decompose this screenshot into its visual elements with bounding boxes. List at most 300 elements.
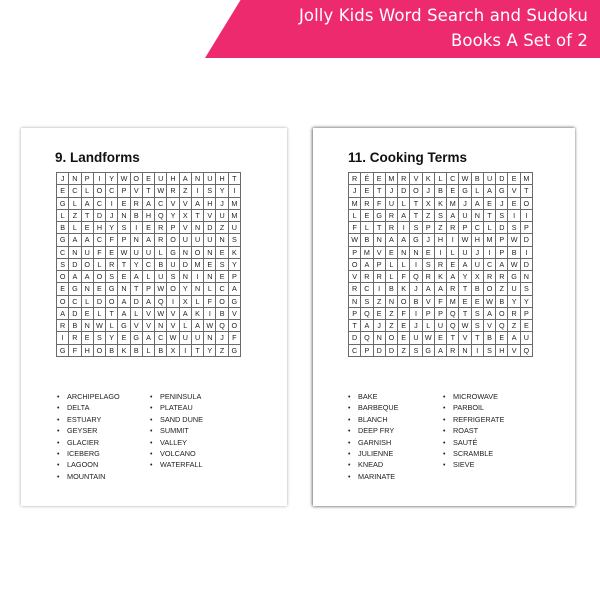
grid-cell: B — [130, 209, 142, 221]
grid-cell: E — [216, 271, 228, 283]
grid-row — [57, 320, 241, 332]
grid-cell: T — [410, 197, 422, 209]
grid-cell: E — [93, 283, 105, 295]
grid-cell: D — [520, 234, 532, 246]
grid-cell: B — [57, 222, 69, 234]
grid-cell: T — [459, 307, 471, 319]
grid-cell: B — [508, 246, 520, 258]
grid-cell: A — [69, 234, 81, 246]
grid-cell: C — [471, 222, 483, 234]
grid-cell: É — [361, 173, 373, 185]
grid-cell: Q — [496, 320, 508, 332]
grid-cell: T — [106, 307, 118, 319]
grid-row — [57, 258, 241, 270]
grid-cell: A — [81, 234, 93, 246]
grid-cell: H — [496, 344, 508, 356]
grid-cell: N — [191, 173, 203, 185]
grid-cell: O — [496, 307, 508, 319]
grid-cell: A — [496, 258, 508, 270]
grid-cell: R — [447, 344, 459, 356]
word-list-item: • PENINSULA — [150, 391, 243, 402]
grid-cell: U — [434, 320, 446, 332]
grid-cell: Y — [167, 209, 179, 221]
grid-cell: J — [422, 234, 434, 246]
grid-cell: L — [142, 271, 154, 283]
grid-cell: N — [410, 246, 422, 258]
grid-cell: I — [191, 185, 203, 197]
grid-cell: G — [459, 185, 471, 197]
grid-cell: N — [373, 332, 385, 344]
word-list-item: • GEYSER — [57, 425, 150, 436]
word-list — [348, 391, 538, 482]
word-list-item: • GLACIER — [57, 437, 150, 448]
grid-cell: R — [155, 222, 167, 234]
grid-cell: D — [520, 258, 532, 270]
grid-cell: W — [155, 283, 167, 295]
grid-cell: V — [179, 197, 191, 209]
grid-row — [57, 271, 241, 283]
grid-cell: W — [118, 246, 130, 258]
grid-cell: A — [142, 332, 154, 344]
word-list-item: • JULIENNE — [348, 448, 443, 459]
grid-cell: A — [191, 197, 203, 209]
grid-cell: K — [422, 173, 434, 185]
grid-cell: A — [434, 283, 446, 295]
grid-cell: D — [496, 222, 508, 234]
grid-cell: D — [496, 173, 508, 185]
grid-cell: V — [167, 320, 179, 332]
grid-row — [57, 185, 241, 197]
grid-cell: V — [179, 222, 191, 234]
grid-cell: E — [483, 197, 495, 209]
grid-cell: W — [459, 173, 471, 185]
grid-cell: T — [447, 332, 459, 344]
word-list-column — [348, 391, 443, 482]
word-list-item: • BARBEQUE — [348, 402, 443, 413]
grid-cell: R — [57, 320, 69, 332]
grid-cell: F — [398, 307, 410, 319]
grid-cell: S — [422, 258, 434, 270]
word-list-column — [57, 391, 150, 482]
grid-cell: H — [81, 344, 93, 356]
grid-cell: A — [130, 271, 142, 283]
grid-cell: L — [191, 295, 203, 307]
grid-cell: L — [69, 197, 81, 209]
grid-cell: M — [520, 173, 532, 185]
grid-cell: U — [155, 173, 167, 185]
grid-cell: E — [142, 173, 154, 185]
grid-cell: G — [106, 283, 118, 295]
grid-cell: X — [167, 344, 179, 356]
grid-cell: V — [349, 271, 361, 283]
grid-cell: S — [167, 271, 179, 283]
grid-cell: L — [57, 209, 69, 221]
grid-cell: P — [349, 246, 361, 258]
word-list-item: • BLANCH — [348, 414, 443, 425]
grid-cell: J — [471, 246, 483, 258]
grid-cell: J — [385, 185, 397, 197]
grid-cell: C — [483, 258, 495, 270]
grid-cell: S — [118, 222, 130, 234]
word-list-item: • MICROWAVE — [443, 391, 538, 402]
grid-cell: T — [130, 283, 142, 295]
grid-cell: N — [459, 344, 471, 356]
grid-cell: E — [118, 197, 130, 209]
grid-cell: X — [422, 197, 434, 209]
word-list-item: • PLATEAU — [150, 402, 243, 413]
grid-cell: T — [228, 173, 240, 185]
grid-cell: S — [57, 258, 69, 270]
grid-cell: P — [496, 246, 508, 258]
grid-cell: U — [167, 258, 179, 270]
grid-cell: G — [57, 344, 69, 356]
grid-cell: P — [520, 307, 532, 319]
grid-cell: E — [398, 320, 410, 332]
grid-cell: C — [216, 283, 228, 295]
grid-cell: N — [373, 234, 385, 246]
grid-cell: Y — [228, 258, 240, 270]
grid-cell: E — [106, 246, 118, 258]
grid-cell: L — [93, 307, 105, 319]
grid-cell: S — [204, 185, 216, 197]
grid-row — [349, 332, 533, 344]
grid-cell: A — [471, 197, 483, 209]
grid-cell: E — [373, 307, 385, 319]
grid-cell: N — [118, 209, 130, 221]
grid-cell: J — [410, 283, 422, 295]
grid-cell: J — [216, 197, 228, 209]
grid-row — [57, 209, 241, 221]
grid-cell: L — [81, 295, 93, 307]
grid-cell: V — [130, 185, 142, 197]
grid-cell: R — [496, 271, 508, 283]
grid-cell: N — [349, 295, 361, 307]
grid-cell: M — [385, 173, 397, 185]
grid-cell: A — [398, 209, 410, 221]
grid-cell: E — [471, 295, 483, 307]
grid-cell: F — [93, 246, 105, 258]
grid-cell: A — [118, 307, 130, 319]
grid-cell: D — [398, 185, 410, 197]
grid-cell: W — [155, 307, 167, 319]
grid-cell: B — [471, 283, 483, 295]
grid-cell: G — [69, 283, 81, 295]
grid-cell: V — [508, 185, 520, 197]
grid-cell: E — [459, 295, 471, 307]
grid-cell: V — [204, 209, 216, 221]
grid-row — [57, 197, 241, 209]
word-list-item: • GARNISH — [348, 437, 443, 448]
grid-row — [349, 258, 533, 270]
grid-cell: L — [447, 246, 459, 258]
grid-cell: V — [483, 320, 495, 332]
grid-cell: W — [508, 234, 520, 246]
grid-cell: Q — [361, 307, 373, 319]
grid-cell: G — [422, 344, 434, 356]
grid-cell: Y — [520, 295, 532, 307]
grid-row — [349, 185, 533, 197]
grid-cell: U — [191, 234, 203, 246]
grid-cell: T — [191, 344, 203, 356]
word-list-item: • WATERFALL — [150, 459, 243, 470]
grid-cell: W — [459, 320, 471, 332]
grid-cell: R — [422, 271, 434, 283]
grid-cell: D — [179, 258, 191, 270]
grid-cell: I — [57, 332, 69, 344]
grid-cell: H — [142, 209, 154, 221]
grid-cell: A — [179, 307, 191, 319]
grid-cell: A — [81, 271, 93, 283]
word-list — [57, 391, 243, 482]
grid-cell: Z — [69, 209, 81, 221]
grid-cell: Y — [106, 222, 118, 234]
grid-cell: U — [459, 246, 471, 258]
word-list-item: • SIEVE — [443, 459, 538, 470]
grid-cell: D — [130, 295, 142, 307]
word-list-item: • BAKE — [348, 391, 443, 402]
grid-cell: A — [447, 271, 459, 283]
grid-cell: G — [496, 185, 508, 197]
grid-cell: N — [155, 320, 167, 332]
grid-cell: E — [57, 283, 69, 295]
grid-cell: S — [471, 320, 483, 332]
grid-cell: O — [57, 295, 69, 307]
grid-cell: H — [471, 234, 483, 246]
grid-cell: A — [69, 271, 81, 283]
grid-cell: C — [106, 185, 118, 197]
grid-cell: I — [179, 344, 191, 356]
grid-cell: D — [349, 332, 361, 344]
grid-cell: W — [459, 234, 471, 246]
grid-cell: B — [130, 344, 142, 356]
grid-cell: U — [204, 234, 216, 246]
grid-cell: C — [361, 283, 373, 295]
grid-cell: L — [142, 344, 154, 356]
grid-cell: S — [410, 344, 422, 356]
grid-cell: W — [155, 185, 167, 197]
word-list-item: • MARINATE — [348, 471, 443, 482]
word-list-column — [150, 391, 243, 482]
grid-cell: B — [216, 307, 228, 319]
grid-cell: I — [471, 344, 483, 356]
grid-cell: T — [142, 185, 154, 197]
grid-cell: I — [520, 209, 532, 221]
grid-cell: A — [142, 234, 154, 246]
grid-cell: B — [385, 283, 397, 295]
grid-cell: N — [204, 271, 216, 283]
grid-cell: P — [142, 283, 154, 295]
grid-cell: R — [483, 271, 495, 283]
grid-cell: P — [496, 234, 508, 246]
grid-cell: B — [69, 320, 81, 332]
grid-cell: B — [155, 344, 167, 356]
grid-cell: N — [471, 209, 483, 221]
grid-cell: U — [459, 209, 471, 221]
grid-cell: C — [155, 197, 167, 209]
grid-cell: C — [57, 246, 69, 258]
grid-cell: S — [216, 258, 228, 270]
grid-cell: C — [447, 173, 459, 185]
grid-cell: S — [471, 307, 483, 319]
grid-cell: A — [385, 234, 397, 246]
grid-cell: L — [483, 222, 495, 234]
grid-cell: N — [179, 246, 191, 258]
grid-cell: D — [373, 344, 385, 356]
grid-cell: U — [204, 173, 216, 185]
grid-cell: F — [69, 344, 81, 356]
grid-cell: R — [349, 173, 361, 185]
grid-cell: B — [155, 258, 167, 270]
grid-cell: P — [434, 307, 446, 319]
grid-cell: V — [167, 197, 179, 209]
grid-cell: R — [373, 271, 385, 283]
grid-cell: I — [410, 307, 422, 319]
grid-cell: G — [57, 234, 69, 246]
grid-cell: S — [483, 344, 495, 356]
grid-cell: P — [520, 222, 532, 234]
grid-cell: J — [373, 320, 385, 332]
grid-cell: E — [385, 246, 397, 258]
grid-cell: J — [57, 173, 69, 185]
grid-cell: M — [349, 197, 361, 209]
grid-cell: F — [106, 234, 118, 246]
grid-cell: E — [81, 222, 93, 234]
grid-cell: R — [398, 173, 410, 185]
grid-cell: E — [142, 222, 154, 234]
grid-cell: A — [57, 307, 69, 319]
grid-cell: E — [520, 320, 532, 332]
grid-cell: Y — [204, 344, 216, 356]
grid-cell: C — [69, 295, 81, 307]
grid-cell: I — [398, 222, 410, 234]
grid-cell: A — [81, 197, 93, 209]
word-list-item: • SCRAMBLE — [443, 448, 538, 459]
grid-cell: V — [130, 320, 142, 332]
grid-cell: K — [434, 271, 446, 283]
grid-cell: Q — [410, 271, 422, 283]
grid-cell: H — [204, 197, 216, 209]
puzzle-title: 11. Cooking Terms — [348, 150, 468, 165]
grid-cell: D — [69, 307, 81, 319]
grid-cell: T — [373, 222, 385, 234]
word-list-item: • DEEP FRY — [348, 425, 443, 436]
grid-row — [349, 234, 533, 246]
grid-cell: I — [483, 246, 495, 258]
grid-row — [349, 246, 533, 258]
grid-cell: J — [410, 320, 422, 332]
grid-cell: I — [130, 222, 142, 234]
grid-cell: D — [69, 258, 81, 270]
grid-cell: O — [106, 295, 118, 307]
grid-cell: F — [373, 197, 385, 209]
word-list-item: • REFRIGERATE — [443, 414, 538, 425]
grid-cell: O — [228, 320, 240, 332]
grid-cell: T — [373, 185, 385, 197]
grid-cell: E — [216, 246, 228, 258]
grid-cell: L — [361, 222, 373, 234]
grid-cell: J — [459, 197, 471, 209]
grid-cell: G — [228, 344, 240, 356]
grid-cell: V — [410, 173, 422, 185]
grid-cell: T — [191, 209, 203, 221]
word-list-item: • ROAST — [443, 425, 538, 436]
grid-cell: A — [142, 295, 154, 307]
grid-cell: A — [434, 344, 446, 356]
word-list-item: • SUMMIT — [150, 425, 243, 436]
grid-row — [57, 234, 241, 246]
grid-cell: S — [508, 222, 520, 234]
grid-cell: N — [216, 234, 228, 246]
word-list-item: • PARBOIL — [443, 402, 538, 413]
grid-cell: X — [179, 295, 191, 307]
grid-cell: A — [191, 320, 203, 332]
grid-cell: O — [385, 332, 397, 344]
grid-row — [57, 283, 241, 295]
word-list-item: • MOUNTAIN — [57, 471, 150, 482]
grid-cell: U — [228, 222, 240, 234]
grid-cell: L — [398, 258, 410, 270]
grid-cell: O — [93, 271, 105, 283]
grid-cell: Y — [106, 173, 118, 185]
grid-cell: O — [130, 173, 142, 185]
letter-grid — [348, 172, 533, 357]
grid-cell: U — [142, 246, 154, 258]
grid-cell: L — [204, 283, 216, 295]
grid-cell: Y — [508, 295, 520, 307]
grid-cell: B — [434, 185, 446, 197]
grid-cell: K — [228, 246, 240, 258]
grid-cell: L — [179, 320, 191, 332]
grid-cell: F — [228, 332, 240, 344]
grid-row — [349, 209, 533, 221]
grid-cell: I — [204, 307, 216, 319]
grid-cell: F — [398, 271, 410, 283]
grid-row — [57, 307, 241, 319]
grid-cell: N — [520, 271, 532, 283]
grid-cell: K — [398, 283, 410, 295]
word-list-item: • SAND DUNE — [150, 414, 243, 425]
grid-cell: A — [361, 258, 373, 270]
grid-cell: V — [422, 295, 434, 307]
grid-cell: S — [520, 283, 532, 295]
grid-cell: S — [228, 234, 240, 246]
grid-cell: A — [398, 234, 410, 246]
grid-cell: J — [216, 332, 228, 344]
puzzle-title: 9. Landforms — [55, 150, 140, 165]
grid-cell: T — [81, 209, 93, 221]
grid-cell: P — [422, 307, 434, 319]
grid-cell: V — [508, 344, 520, 356]
grid-cell: T — [410, 209, 422, 221]
letter-grid — [56, 172, 241, 357]
grid-cell: Q — [447, 320, 459, 332]
grid-cell: L — [106, 320, 118, 332]
word-list-item: • ESTUARY — [57, 414, 150, 425]
grid-cell: B — [410, 295, 422, 307]
banner-title-line-2: Books A Set of 2 — [450, 31, 588, 50]
grid-cell: O — [483, 283, 495, 295]
grid-cell: Z — [398, 344, 410, 356]
grid-cell: K — [434, 197, 446, 209]
grid-cell: U — [179, 332, 191, 344]
grid-cell: Z — [216, 222, 228, 234]
grid-cell: E — [361, 209, 373, 221]
grid-row — [57, 173, 241, 185]
grid-cell: R — [434, 258, 446, 270]
grid-row — [349, 283, 533, 295]
grid-cell: R — [508, 307, 520, 319]
grid-cell: R — [130, 197, 142, 209]
